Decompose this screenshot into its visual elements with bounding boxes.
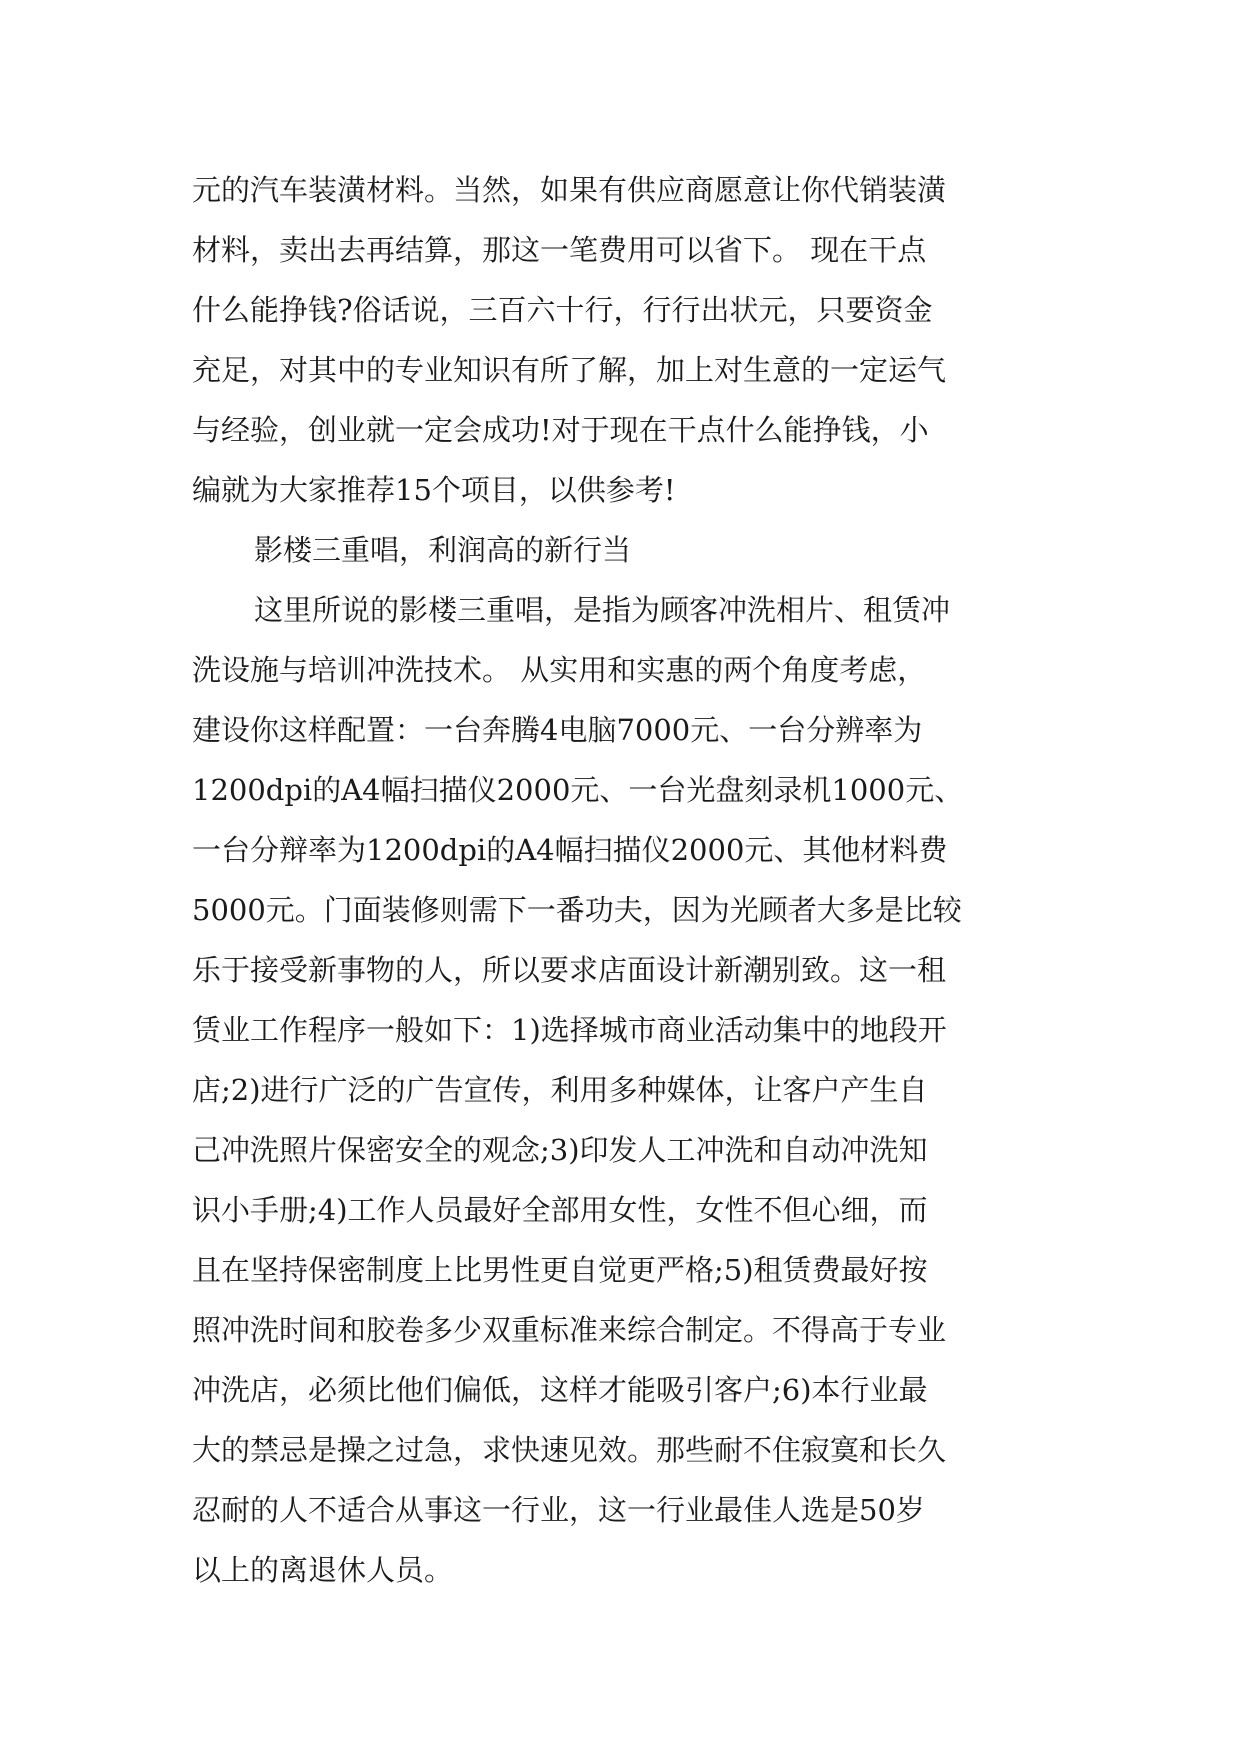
document-body [192,160,1052,1600]
paragraph-1-line-1: 元的汽车装潢材料。当然，如果有供应商愿意让你代销装潢 [192,173,947,207]
section-heading: 影楼三重唱，利润高的新行当 [254,533,632,567]
paragraph-2-line-10: 己冲洗照片保密安全的观念;3)印发人工冲洗和自动冲洗知 [192,1133,928,1167]
paragraph-2-line-5: 一台分辩率为1200dpi的A4幅扫描仪2000元、其他材料费 [192,833,948,867]
paragraph-2-line-16: 忍耐的人不适合从事这一行业，这一行业最佳人选是50岁 [192,1493,925,1527]
paragraph-2-line-12: 且在坚持保密制度上比男性更自觉更严格;5)租赁费最好按 [192,1253,928,1287]
paragraph-2-line-3: 建设你这样配置：一台奔腾4电脑7000元、一台分辨率为 [192,713,923,747]
paragraph-2-line-11: 识小手册;4)工作人员最好全部用女性，女性不但心细，而 [192,1193,928,1227]
paragraph-1-line-3: 什么能挣钱?俗话说，三百六十行，行行出状元，只要资金 [192,293,933,327]
paragraph-2-line-8: 赁业工作程序一般如下：1)选择城市商业活动集中的地段开 [192,1013,947,1047]
paragraph-2-line-13: 照冲洗时间和胶卷多少双重标准来综合制定。不得高于专业 [192,1313,947,1347]
paragraph-2-line-4: 1200dpi的A4幅扫描仪2000元、一台光盘刻录机1000元、 [192,773,964,807]
paragraph-2-line-7: 乐于接受新事物的人，所以要求店面设计新潮别致。这一租 [192,953,947,987]
paragraph-1-line-2: 材料，卖出去再结算，那这一笔费用可以省下。 现在干点 [192,233,927,267]
paragraph-2-line-6: 5000元。门面装修则需下一番功夫，因为光顾者大多是比较 [192,893,962,927]
paragraph-2-line-14: 冲洗店，必须比他们偏低，这样才能吸引客户;6)本行业最 [192,1373,928,1407]
paragraph-2-line-1: 这里所说的影楼三重唱，是指为顾客冲洗相片、租赁冲 [254,593,951,627]
paragraph-2-line-15: 大的禁忌是操之过急，求快速见效。那些耐不住寂寞和长久 [192,1433,947,1467]
paragraph-1-line-6: 编就为大家推荐15个项目，以供参考! [192,473,676,507]
paragraph-2-line-9: 店;2)进行广泛的广告宣传，利用多种媒体，让客户产生自 [192,1073,928,1107]
paragraph-1-line-5: 与经验，创业就一定会成功!对于现在干点什么能挣钱，小 [192,413,929,447]
paragraph-2-line-17: 以上的离退休人员。 [192,1553,454,1587]
paragraph-2-line-2: 洗设施与培训冲洗技术。 从实用和实惠的两个角度考虑， [192,653,927,687]
paragraph-1-line-4: 充足，对其中的专业知识有所了解，加上对生意的一定运气 [192,353,947,387]
